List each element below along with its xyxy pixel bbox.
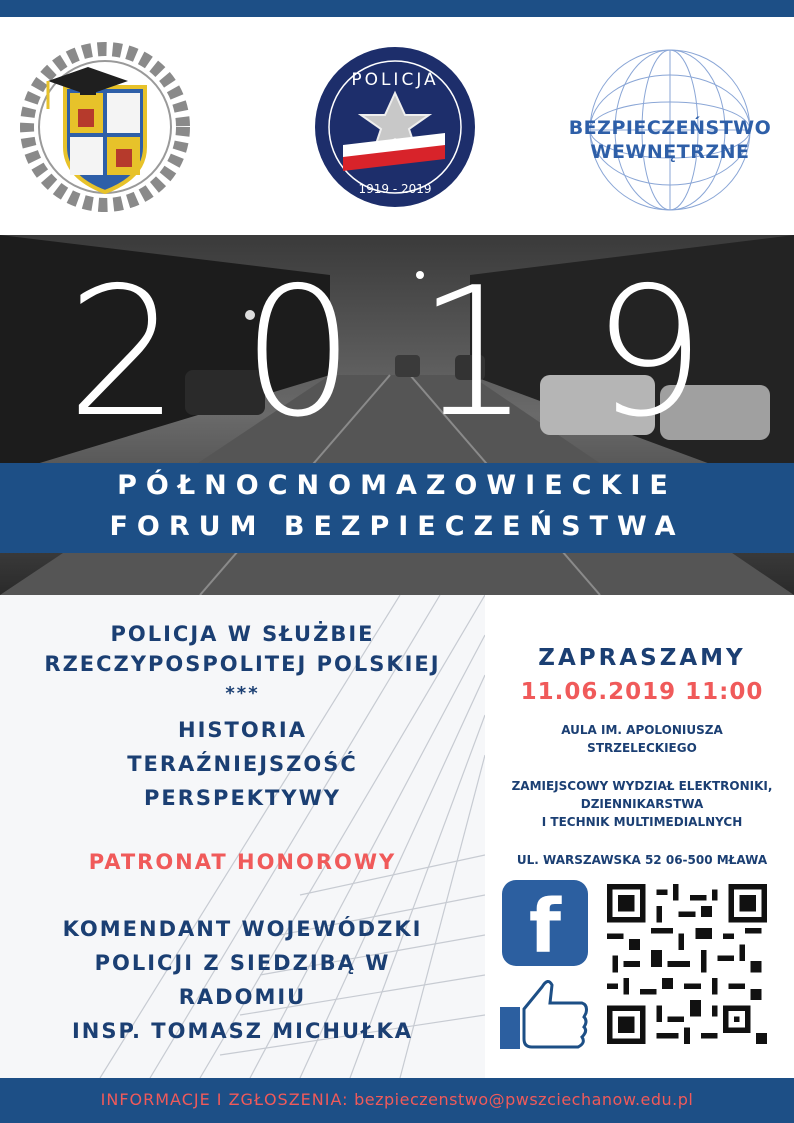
facebook-glyph: f	[528, 884, 562, 970]
qr-code[interactable]	[606, 884, 768, 1044]
invite-heading: ZAPRASZAMY	[538, 645, 746, 671]
bw-line2: WEWNĘTRZNE	[590, 141, 750, 163]
forum-title-line1: PÓŁNOCNOMAZOWIECKIE	[117, 470, 677, 501]
forum-title-band	[0, 463, 794, 553]
program-line1: POLICJA W SŁUŻBIE	[110, 622, 375, 646]
details-section	[0, 595, 794, 1078]
forum-title-line2: FORUM BEZPIECZEŃSTWA	[109, 511, 685, 542]
venue-line2: STRZELECKIEGO	[587, 741, 697, 755]
year-title: 2019	[66, 249, 768, 456]
footer-label: INFORMACJE I ZGŁOSZENIA:	[100, 1090, 349, 1109]
thumbs-up-icon	[498, 973, 590, 1053]
police-logo	[313, 45, 478, 210]
event-column	[490, 595, 794, 1078]
footer-bar	[0, 1078, 794, 1123]
program-separator: ***	[225, 683, 260, 704]
program-column	[0, 595, 485, 1078]
event-datetime: 11.06.2019 11:00	[520, 679, 764, 705]
faculty-line3: I TECHNIK MULTIMEDIALNYCH	[541, 815, 743, 829]
patron-line2: POLICJI Z SIEDZIBĄ W	[94, 951, 391, 975]
bw-line1: BEZPIECZEŃSTWO	[568, 117, 772, 139]
patron-line4: INSP. TOMASZ MICHUŁKA	[71, 1019, 414, 1043]
faculty-line2: DZIENNIKARSTWA	[580, 797, 704, 811]
address: UL. WARSZAWSKA 52 06-500 MŁAWA	[516, 853, 768, 867]
hero-photo	[0, 235, 794, 595]
bw-logo	[560, 45, 780, 215]
footer-email[interactable]: bezpieczenstwo@pwszciechanow.edu.pl	[354, 1090, 694, 1109]
facebook-icon[interactable]	[502, 880, 588, 970]
topic-history: HISTORIA	[178, 718, 307, 742]
program-line2: RZECZYPOSPOLITEJ POLSKIEJ	[44, 652, 441, 676]
footer-contact	[0, 1090, 794, 1109]
patron-line3: RADOMIU	[178, 985, 307, 1009]
patron-line1: KOMENDANT WOJEWÓDZKI	[62, 917, 423, 941]
patron-label: PATRONAT HONOROWY	[88, 850, 397, 874]
topic-present: TERAŹNIEJSZOŚĆ	[127, 752, 358, 776]
top-bar	[0, 0, 794, 17]
police-years-text: 1919 - 2019	[358, 182, 432, 196]
faculty-line1: ZAMIEJSCOWY WYDZIAŁ ELEKTRONIKI,	[511, 779, 773, 793]
police-top-text: POLICJA	[351, 70, 439, 90]
logos-row	[0, 17, 794, 235]
venue-line1: AULA IM. APOLONIUSZA	[561, 723, 723, 737]
topic-perspectives: PERSPEKTYWY	[144, 786, 341, 810]
pwsz-logo	[18, 37, 193, 212]
